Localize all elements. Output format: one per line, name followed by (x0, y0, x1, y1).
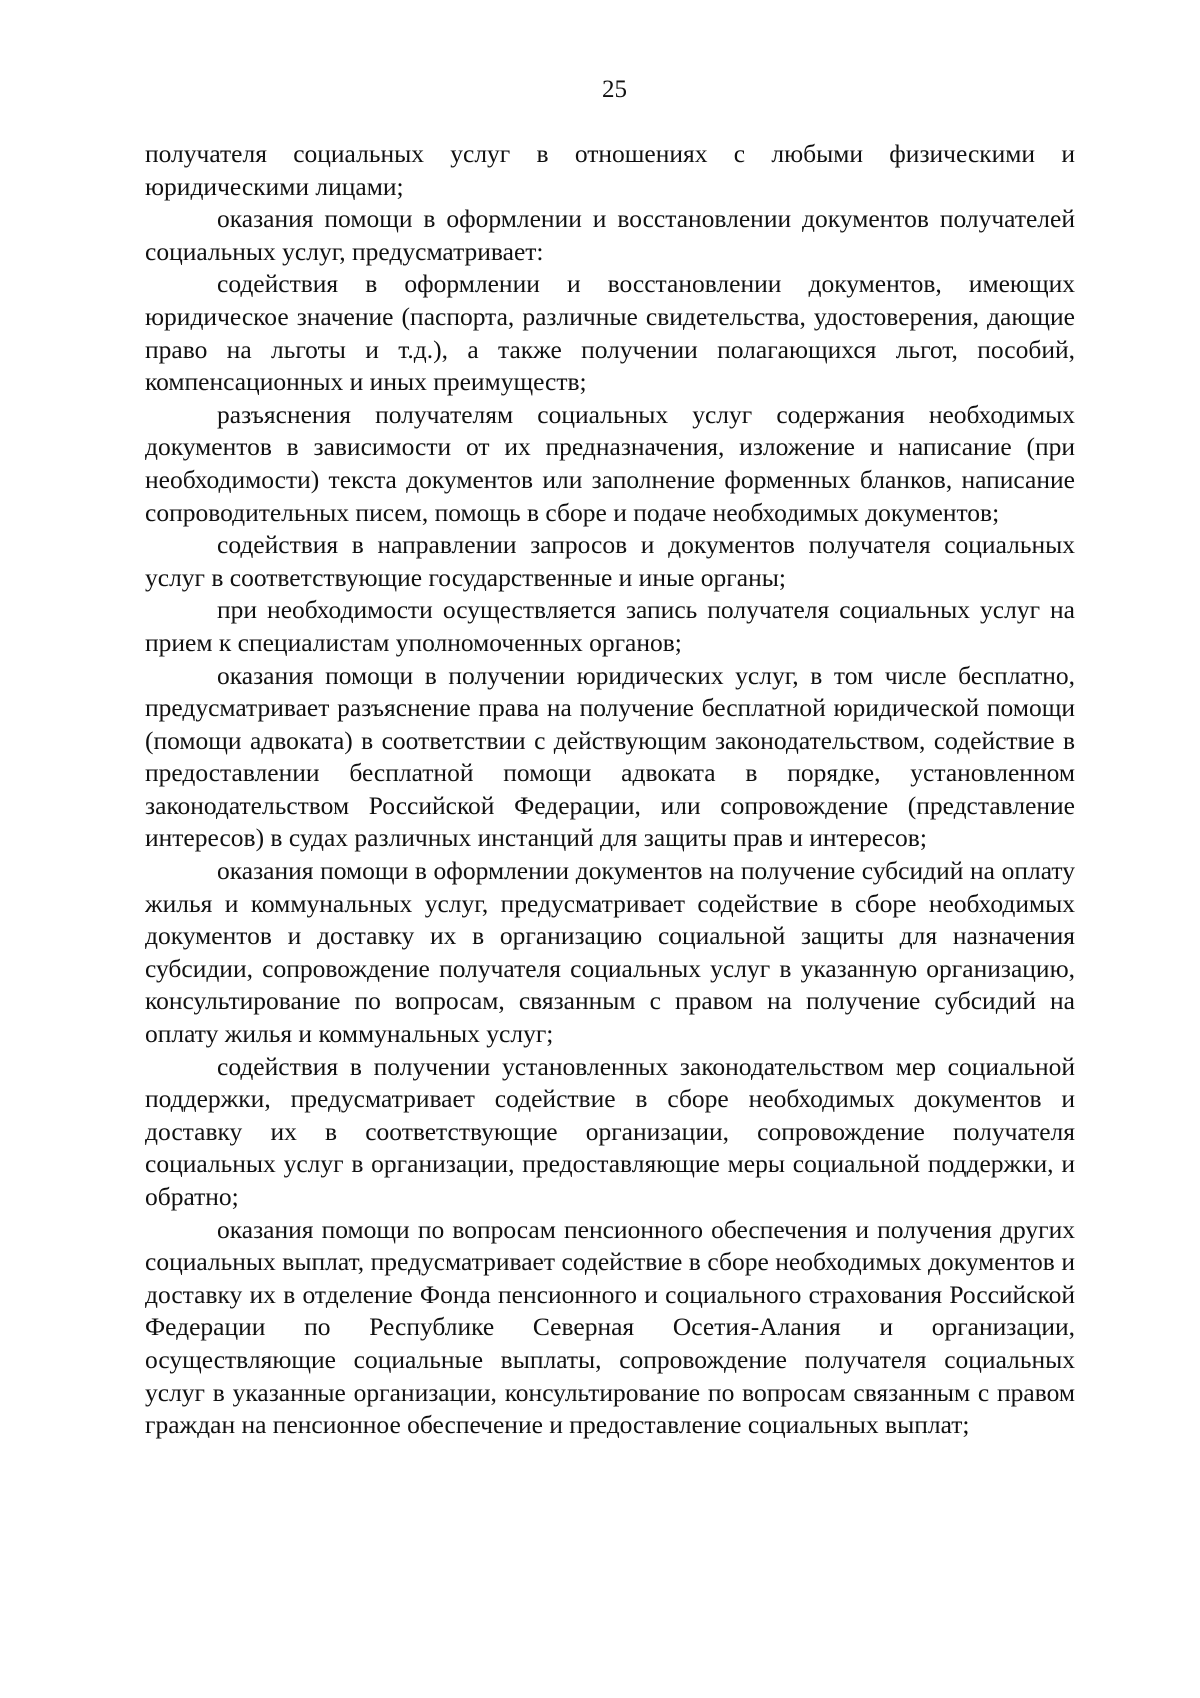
paragraph-pensions: оказания помощи по вопросам пенсионного обеспечения и получения других социальных выплат, предусматривает содействие в сборе необходимых документов и доставку их в отделение Фонда пенсионного и социального страхования Российской Федерации по Республике Северная Осетия-Алания и организации, осуществляющие социальные выплаты, сопровождение получателя социальных услуг в указанные организации, консультирование по вопросам связанным с правом граждан на пенсионное обеспечение и предоставление социальных выплат; (145, 1214, 1075, 1440)
page-number: 25 (602, 76, 627, 103)
paragraph-subsidies: оказания помощи в оформлении документов на получение субсидий на оплату жилья и коммунальных услуг, предусматривает содействие в сборе необходимых документов и доставку их в организацию социальной защиты для назначения субсидии, сопровождение получателя социальных услуг в указанную организацию, консультирование по вопросам, связанным с правом на получение субсидий на оплату жилья и коммунальных услуг; (145, 856, 1075, 1049)
paragraph-social-support: содействия в получении установленных законодательством мер социальной поддержки, предусматривает содействие в сборе необходимых документов и доставку их в соответствующие организации, сопровождение получателя социальных услуг в организации, предоставляющие меры социальной поддержки, и обратно; (145, 1051, 1075, 1211)
paragraph-explanations: разъяснения получателям социальных услуг содержания необходимых документов в зависимости от их предназначения, изложение и написание (при необходимости) текста документов или заполнение форменных бланков, написание сопроводительных писем, помощь в сборе и подаче необходимых документов; (145, 399, 1075, 527)
document-body (145, 138, 1075, 1442)
paragraph-legal-documents: содействия в оформлении и восстановлении документов, имеющих юридическое значение (паспорта, различные свидетельства, удостоверения, дающие право на льготы и т.д.), а также получении полагающихся льгот, пособий, компенсационных и иных преимуществ; (145, 269, 1075, 397)
paragraph-appointments: при необходимости осуществляется запись получателя социальных услуг на прием к специалистам уполномоченных органов; (145, 595, 1075, 657)
paragraph-continuation: получателя социальных услуг в отношениях с любыми физическими и юридическими лицами; (145, 139, 1075, 201)
paragraph-legal-services: оказания помощи в получении юридических услуг, в том числе бесплатно, предусматривает разъяснение права на получение бесплатной юридической помощи (помощи адвоката) в соответствии с действующим законодательством, содействие в предоставлении бесплатной помощи адвоката в порядке, установленном законодательством Российской Федерации, или сопровождение (представление интересов) в судах различных инстанций для защиты прав и интересов; (145, 660, 1075, 853)
paragraph-requests: содействия в направлении запросов и документов получателя социальных услуг в соответствующие государственные и иные органы; (145, 530, 1075, 592)
paragraph-document-assistance: оказания помощи в оформлении и восстановлении документов получателей социальных услуг, предусматривает: (145, 204, 1075, 266)
